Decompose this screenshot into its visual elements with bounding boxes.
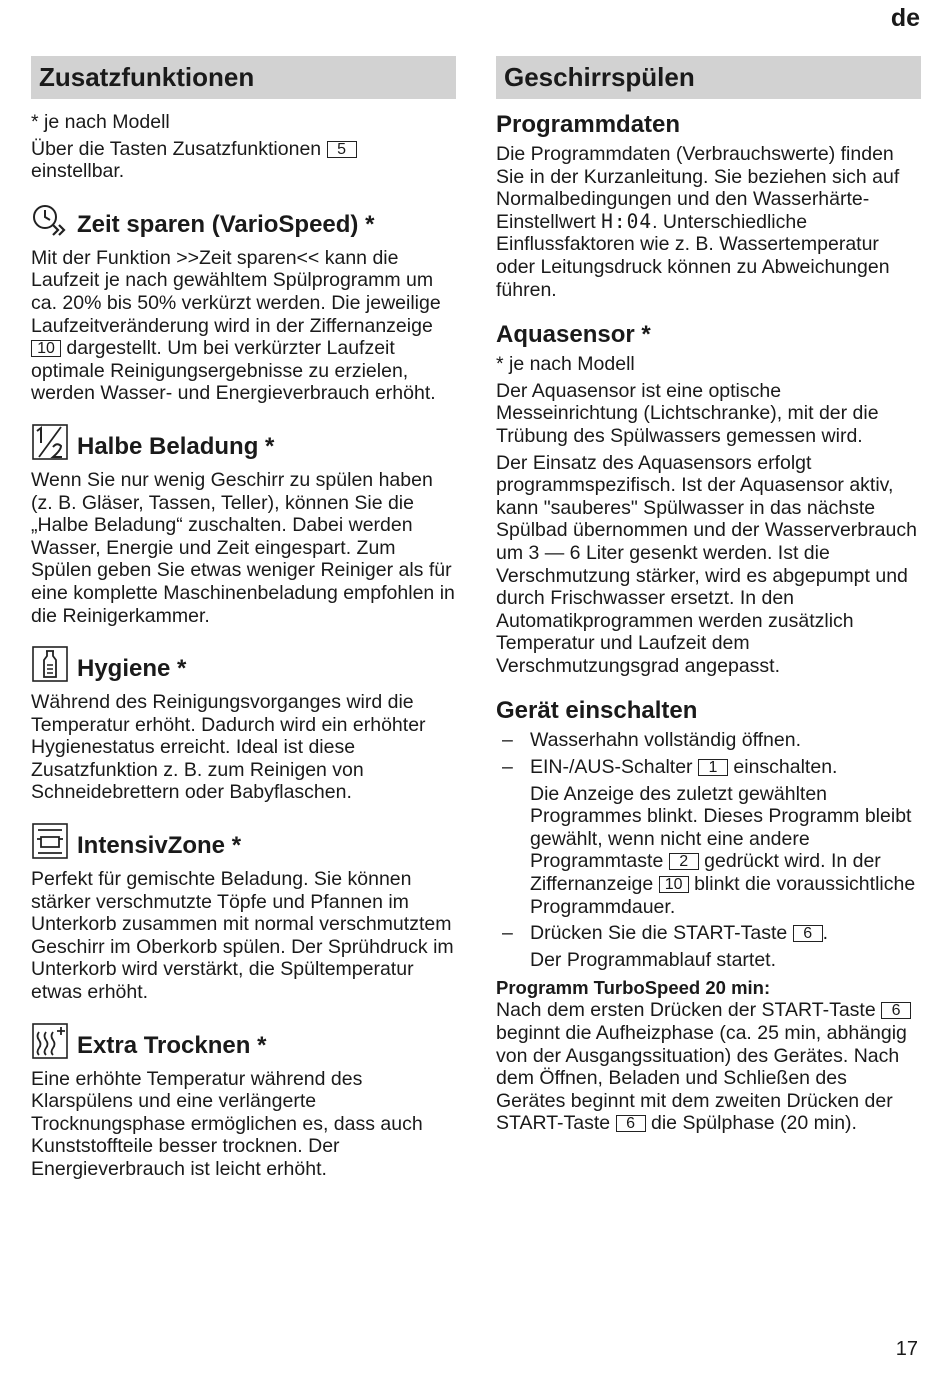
aquasensor-model-note: * je nach Modell xyxy=(496,353,635,376)
text-programmdaten: Die Programmdaten (Verbrauchswerte) finden Sie in der Kurzanleitung. Sie beziehen sich auf Normalbedingungen und den Wasserhärte-Einstellwert H:04. Unterschiedliche Einflussfaktoren wie z. B. Wassertemperatur oder Leitungsdruck können zu Abweichungen führen. xyxy=(496,143,900,301)
feature-heading-intensivzone: IntensivZone * xyxy=(31,822,456,860)
feature-text-intensivzone: Perfekt für gemischte Beladung. Sie können stärker verschmutzte Töpfe und Pfannen im Unterkorb zusammen mit normal verschmutztem Geschirr im Oberkorb spülen. Der Sprühdruck im Unterkorb wird verstärkt, die Spültemperatur etwas erhöht. xyxy=(31,868,454,1004)
key-label: 6 xyxy=(793,925,823,942)
feature-text-halbe-beladung: Wenn Sie nur wenig Geschirr zu spülen haben (z. B. Gläser, Tassen, Teller), können Sie die „Halbe Beladung“ zuschalten. Dabei werden Wasser, Energie und Zeit eingespart. Zum Spülen geben Sie etwas weniger Reiniger als für eine komplette Maschinenbeladung empfohlen in die Reinigerkammer. xyxy=(31,468,455,627)
section-title-geschirrspuelen: Geschirrspülen xyxy=(496,56,921,99)
intensive-zone-pot-icon xyxy=(31,822,69,860)
model-note: * je nach Modell xyxy=(31,111,170,133)
page-number: 17 xyxy=(895,1338,918,1360)
key-label: 1 xyxy=(698,759,728,776)
extra-dry-icon xyxy=(31,1022,69,1060)
right-column xyxy=(496,56,921,1135)
text-turbospeed: Nach dem ersten Drücken der START-Taste 6 beginnt die Aufheizphase (ca. 25 min, abhängig von der Ausgangssituation) des Gerätes. Nach dem Öffnen, Beladen und Schließen des Gerätes beginnt mit dem zweiten Drücken der START-Taste 6 die Spülphase (20 min). xyxy=(496,999,921,1135)
key-label: 10 xyxy=(31,340,61,357)
key-label: 6 xyxy=(616,1115,646,1132)
feature-text-zeit-sparen: Mit der Funktion >>Zeit sparen<< kann die Laufzeit je nach gewähltem Spülprogramm um ca. 20% bis 50% verkürzt werden. Die jeweilige Laufzeitveränderung wird in der Ziffernanzeige 10 dargestellt. Um bei verkürzter Laufzeit optimale Reinigungsergebnisse zu erzielen, werden Wasser- und Energieverbrauch erhöht. xyxy=(31,246,441,405)
water-hardness-code: H:04 xyxy=(601,209,653,233)
feature-heading-hygiene: Hygiene * xyxy=(31,645,456,683)
aquasensor-text-1: Der Aquasensor ist eine optische Messeinrichtung (Lichtschranke), mit der die Trübung des Spülwassers gemessen wird. xyxy=(496,379,879,447)
language-code: de xyxy=(890,4,920,32)
feature-heading-zeit-sparen: Zeit sparen (VarioSpeed) * xyxy=(31,201,456,239)
heading-aquasensor: Aquasensor * xyxy=(496,321,651,349)
step-detail: Der Programmablauf startet. xyxy=(530,948,777,971)
aquasensor-text-2: Der Einsatz des Aquasensors erfolgt programmspezifisch. Ist der Aquasensor aktiv, kann "sauberes" Spülwasser in das nächste Spülbad übernommen und der Wasserverbrauch um 3 — 6 Liter gesenkt werden. Ist die Verschmutzung stärker, wird es abgepumpt und durch Frischwasser ersetzt. In den Automatikprogrammen werden zusätzlich Temperatur und Laufzeit dem Verschmutzungsgrad angepasst. xyxy=(496,451,917,677)
step-item: – Wasserhahn vollständig öffnen. xyxy=(502,729,802,752)
step-item: – EIN-/AUS-Schalter 1 einschalten. xyxy=(502,756,838,779)
feature-heading-extra-trocknen: Extra Trocknen * xyxy=(31,1022,456,1060)
key-label: 6 xyxy=(881,1002,911,1019)
key-label: 5 xyxy=(327,141,357,158)
step-detail: Die Anzeige des zuletzt gewählten Programmes blinkt. Dieses Programm bleibt gewählt, wenn nicht eine andere Programmtaste 2 gedrückt wird. In der Ziffernanzeige 10 blinkt die voraussichtliche Programmdauer. xyxy=(530,782,916,918)
intro-text: Über die Tasten Zusatzfunktionen 5 einstellbar. xyxy=(31,138,456,183)
feature-text-extra-trocknen: Eine erhöhte Temperatur während des Klarspülens und eine verlängerte Trocknungsphase ermöglichen es, dass auch Kunststoffteile besser trocknen. Der Energieverbrauch ist leicht erhöht. xyxy=(31,1067,423,1180)
key-label: 10 xyxy=(659,876,689,893)
step-item: – Drücken Sie die START-Taste 6 . xyxy=(502,922,829,945)
heading-programmdaten: Programmdaten xyxy=(496,111,681,138)
feature-heading-halbe-beladung: Halbe Beladung * xyxy=(31,423,456,461)
steps-list xyxy=(496,729,921,971)
half-load-icon xyxy=(31,423,69,461)
feature-text-hygiene: Während des Reinigungsvorganges wird die Temperatur erhöht. Dadurch wird ein erhöhter Hygienestatus erreicht. Ideal ist diese Zusatzfunktion z. B. zum Reinigen von Schneidebrettern oder Babyflaschen. xyxy=(31,691,426,804)
clock-speed-icon xyxy=(31,201,69,239)
heading-turbospeed: Programm TurboSpeed 20 min: xyxy=(496,977,771,999)
key-label: 2 xyxy=(669,853,699,870)
section-title-zusatzfunktionen: Zusatzfunktionen xyxy=(31,56,456,99)
heading-geraet-einschalten: Gerät einschalten xyxy=(496,697,698,725)
hygiene-bottle-icon xyxy=(31,645,69,683)
left-column xyxy=(31,56,456,1181)
